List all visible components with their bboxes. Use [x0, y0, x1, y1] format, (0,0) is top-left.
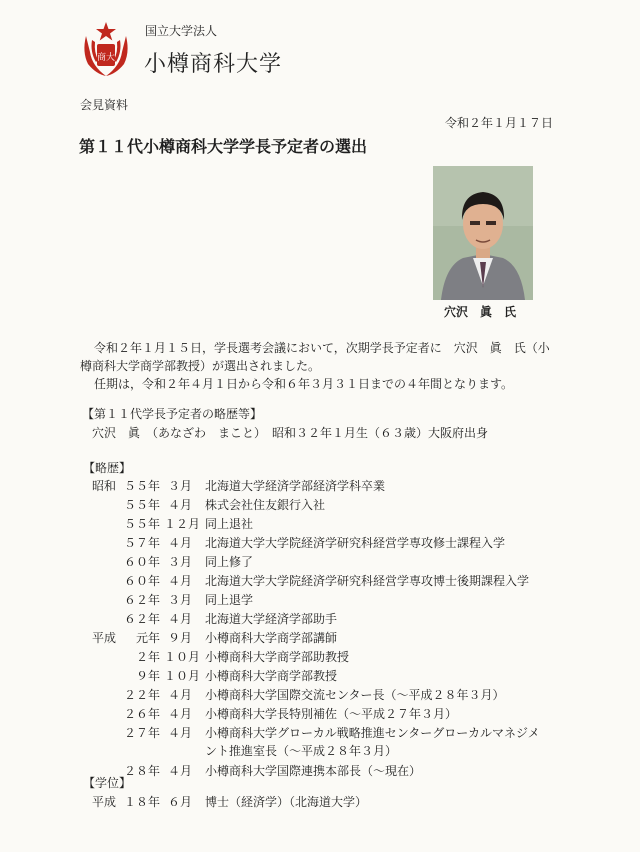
- page-title: 第１１代小樽商科大学学長予定者の選出: [79, 137, 368, 156]
- intro-line-2: 樽商科大学商学部教授）が選出されました。: [80, 359, 321, 373]
- career-month: ４月: [167, 707, 192, 721]
- career-event: 小樽商科大学国際交流センター長（～平成２８年３月）: [205, 688, 505, 702]
- career-year: ２６年: [123, 707, 160, 721]
- logo-text: 商大: [96, 53, 116, 63]
- university-subtitle: 国立大学法人: [145, 24, 218, 38]
- career-month: １０月: [164, 650, 201, 664]
- career-month: ４月: [167, 498, 192, 512]
- career-event: 小樽商科大学商学部教授: [205, 669, 338, 683]
- career-year: ２７年: [123, 726, 160, 740]
- career-event: 北海道大学大学院経済学研究科経営学専攻博士後期課程入学: [205, 574, 530, 588]
- career-year: ６０年: [123, 574, 160, 588]
- career-month: ４月: [167, 688, 192, 702]
- career-year: ５５年: [123, 517, 160, 531]
- portrait-photo: [433, 166, 533, 300]
- career-era: 昭和: [92, 479, 117, 493]
- career-event: ント推進室長（～平成２８年３月）: [205, 744, 398, 758]
- career-month: ３月: [167, 555, 192, 569]
- intro-line-1: 令和２年１月１５日，学長選考会議において，次期学長予定者に 穴沢 眞 氏（小: [94, 341, 550, 355]
- career-year: ２８年: [123, 764, 160, 778]
- career-event: 小樽商科大学商学部講師: [205, 631, 338, 645]
- career-heading: 【略歴】: [83, 461, 132, 475]
- career-era: 平成: [92, 631, 117, 645]
- degree-era: 平成: [92, 795, 117, 809]
- career-event: 小樽商科大学国際連携本部長（～現在）: [205, 764, 422, 778]
- career-month: １０月: [164, 669, 201, 683]
- career-year: ２２年: [123, 688, 160, 702]
- degree-month: ６月: [167, 795, 192, 809]
- career-month: ４月: [167, 726, 192, 740]
- profile-heading: 【第１１代学長予定者の略歴等】: [82, 407, 263, 421]
- career-month: ４月: [167, 574, 192, 588]
- career-year: 元年: [135, 631, 160, 645]
- career-event: 小樽商科大学長特別補佐（～平成２７年３月）: [205, 707, 458, 721]
- career-month: ３月: [167, 593, 192, 607]
- career-year: ９年: [135, 669, 160, 683]
- profile-line: 穴沢 眞 （あなざわ まこと） 昭和３２年１月生（６３歳）大阪府出身: [92, 426, 489, 440]
- career-year: ５７年: [123, 536, 160, 550]
- career-month: ９月: [167, 631, 192, 645]
- career-month: ４月: [167, 536, 192, 550]
- document-label: 会見資料: [80, 98, 129, 112]
- career-event: 北海道大学大学院経済学研究科経営学専攻修士課程入学: [205, 536, 506, 550]
- intro-line-3: 任期は，令和２年４月１日から令和６年３月３１日までの４年間となります。: [94, 377, 514, 391]
- career-year: ６２年: [123, 593, 160, 607]
- document-date: 令和２年１月１７日: [445, 116, 554, 130]
- career-year: ２年: [135, 650, 160, 664]
- career-event: 小樽商科大学商学部助教授: [205, 650, 350, 664]
- career-event: 株式会社住友銀行入社: [205, 498, 326, 512]
- career-event: 同上退社: [205, 517, 254, 531]
- career-month: ３月: [167, 479, 192, 493]
- career-event: 同上修了: [205, 555, 254, 569]
- university-name: 小樽商科大学: [144, 52, 283, 77]
- career-year: ６２年: [123, 612, 160, 626]
- career-event: 同上退学: [205, 593, 254, 607]
- career-year: ５５年: [123, 498, 160, 512]
- career-month: １２月: [164, 517, 201, 531]
- university-logo: [80, 18, 132, 78]
- career-year: ５５年: [123, 479, 160, 493]
- career-event: 北海道大学経済学部助手: [205, 612, 338, 626]
- degree-year: １８年: [123, 795, 160, 809]
- career-month: ４月: [167, 764, 192, 778]
- degree-event: 博士（経済学）（北海道大学）: [205, 795, 368, 809]
- photo-caption: 穴沢 眞 氏: [444, 305, 517, 319]
- career-year: ６０年: [123, 555, 160, 569]
- career-month: ４月: [167, 612, 192, 626]
- career-event: 小樽商科大学グローカル戦略推進センターグローカルマネジメ: [205, 726, 540, 740]
- career-event: 北海道大学経済学部経済学科卒業: [205, 479, 386, 493]
- degree-heading: 【学位】: [83, 776, 132, 790]
